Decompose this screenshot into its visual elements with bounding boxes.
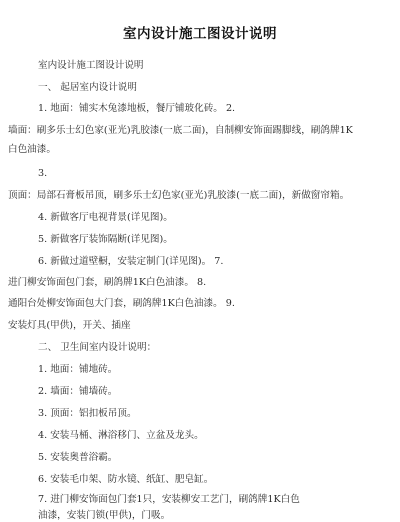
text-line: 4. 安装马桶、淋浴移门、立盆及龙头。 (38, 430, 204, 441)
text-line: 5. 安装奥普浴霸。 (38, 452, 118, 463)
subtitle-line: 室内设计施工图设计说明 (38, 60, 144, 71)
text-line: 3. 顶面：铝扣板吊顶。 (38, 408, 137, 419)
text-line: 墙面：刷多乐士幻色家(亚光)乳胶漆(一底二面)，自制柳安饰面踢脚线，刷鸽牌1K (8, 125, 353, 136)
text-line: 1. 地面：铺地砖。 (38, 364, 118, 375)
text-line: 4. 新做客厅电视背景(详见图)。 (38, 212, 173, 223)
text-line: 通阳台处柳安饰面包大门套，刷鸽牌1K白色油漆。 9. (8, 298, 235, 309)
section-heading-living-room: 一、 起居室内设计说明 (38, 82, 137, 93)
text-line: 1. 地面：铺实木兔漆地板，餐厅铺玻化砖。 2. (38, 103, 236, 114)
text-line: 油漆，安装门锁(甲供)，门吸。 (38, 510, 171, 521)
text-line: 6. 新做过道壁橱，安装定制门(详见图)。 7. (38, 256, 224, 267)
text-line: 7. 进门柳安饰面包门套1只，安装柳安工艺门，刷鸽牌1K白色 (38, 494, 300, 505)
text-line: 5. 新做客厅装饰隔断(详见图)。 (38, 234, 173, 245)
text-line: 进门柳安饰面包门套，刷鸽牌1K白色油漆。 8. (8, 277, 207, 288)
text-line: 2. 墙面：铺墙砖。 (38, 386, 118, 397)
text-line: 6. 安装毛巾架、防水镜、纸缸、肥皂缸。 (38, 474, 214, 485)
section-heading-bathroom: 二、 卫生间室内设计说明： (38, 342, 157, 353)
text-line: 顶面：局部石膏板吊顶，刷多乐士幻色家(亚光)乳胶漆(一底二面)，新做窗帘箱。 (8, 190, 350, 201)
text-line: 白色油漆。 (8, 144, 56, 155)
text-line: 3. (38, 168, 48, 179)
text-line: 安装灯具(甲供)，开关、插座 (8, 320, 131, 331)
document-title: 室内设计施工图设计说明 (123, 26, 277, 42)
